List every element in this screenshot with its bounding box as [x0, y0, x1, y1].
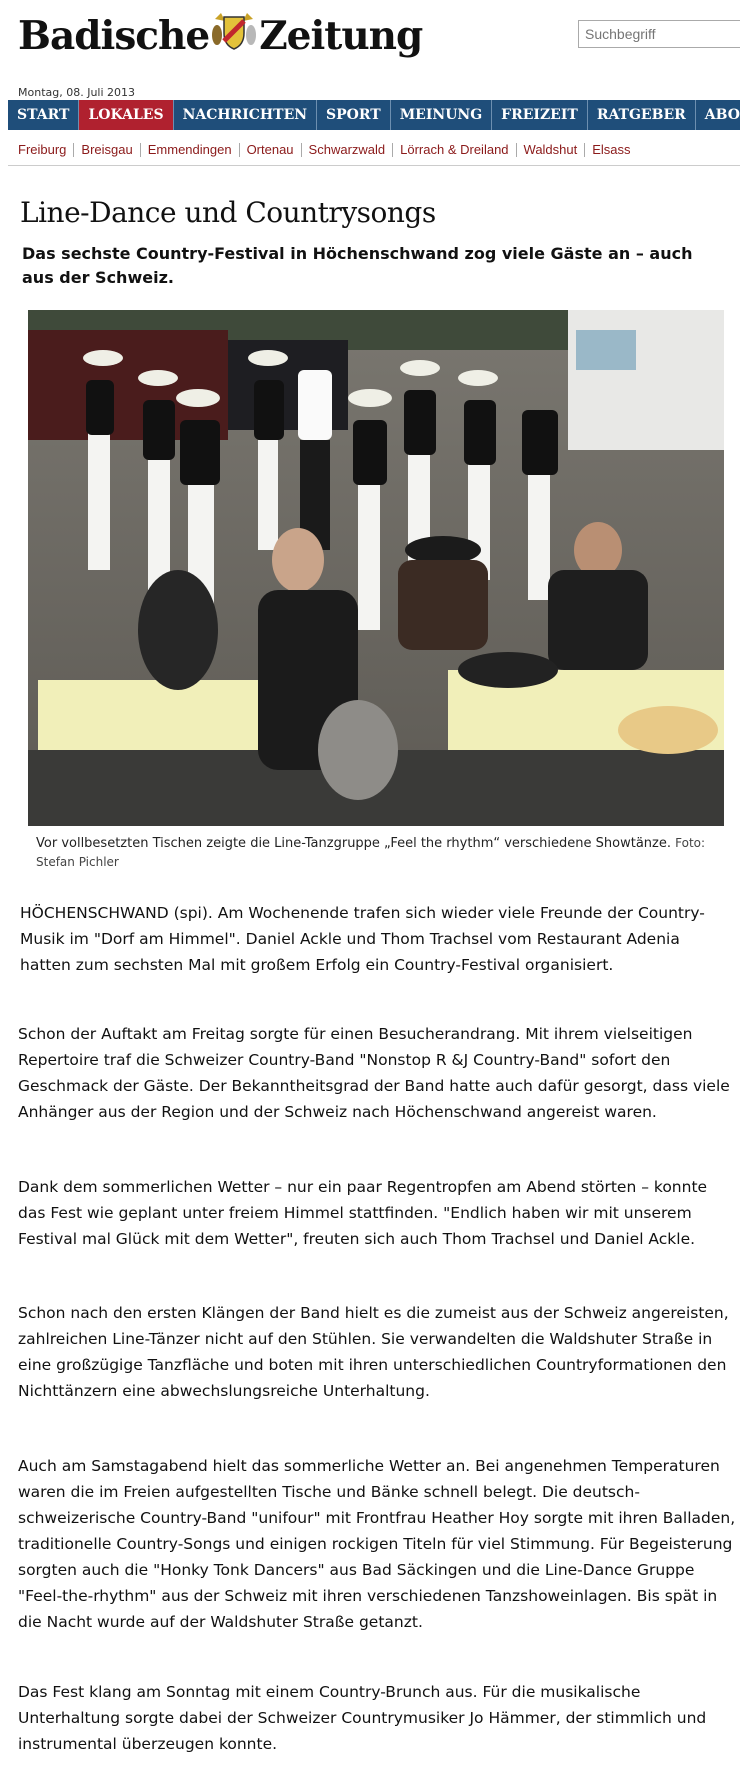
subnav-item-freiburg[interactable]: Freiburg — [8, 143, 74, 157]
crest-icon — [211, 11, 257, 61]
nav-item-sport[interactable]: SPORT — [317, 100, 391, 130]
search-input[interactable] — [578, 20, 740, 48]
article-title: Line-Dance und Countrysongs — [20, 196, 436, 229]
caption-text: Vor vollbesetzten Tischen zeigte die Line-Tanzgruppe „Feel the rhythm“ verschiedene Showtänze. — [36, 836, 671, 851]
regional-subnav — [8, 135, 740, 166]
current-date: Montag, 08. Juli 2013 — [18, 86, 136, 99]
article-photo[interactable] — [28, 310, 724, 826]
subnav-item-ortenau[interactable]: Ortenau — [240, 143, 302, 157]
nav-item-lokales[interactable]: LOKALES — [79, 100, 173, 130]
article-paragraph-1: Schon der Auftakt am Freitag sorgte für einen Besucherandrang. Mit ihrem vielseitigen Repertoire traf die Schweizer Country-Band "Nonstop R &J Country-Band" sofort den Geschmack der Gäste. Der Bekanntheitsgrad der Band hatte auch dafür gesorgt, dass viele Anhänger aus der Region und der Schweiz nach Höchenschwand angereist waren. — [18, 1025, 730, 1121]
article-paragraph-5: Das Fest klang am Sonntag mit einem Country-Brunch aus. Für die musikalische Unterhaltung sorgte dabei der Schweizer Countrymusiker Jo Hämmer, der stimmlich und instrumental überzeugen konnte. — [18, 1683, 707, 1753]
main-nav — [8, 100, 740, 130]
subnav-item-waldshut[interactable]: Waldshut — [517, 143, 586, 157]
article-intro: HÖCHENSCHWAND (spi). Am Wochenende trafen sich wieder viele Freunde der Country-Musik im "Dorf am Himmel". Daniel Ackle und Thom Trachsel vom Restaurant Adenia hatten zum sechsten Mal mit großem Erfolg ein Country-Festival organisiert. — [20, 904, 705, 974]
subnav-item-elsass[interactable]: Elsass — [592, 142, 631, 157]
photo-credit: Foto: Stefan Pichler — [36, 836, 706, 869]
subnav-item-breisgau[interactable]: Breisgau — [74, 143, 140, 157]
masthead — [0, 0, 740, 100]
site-logo[interactable] — [18, 8, 422, 63]
article-paragraph-3: Schon nach den ersten Klängen der Band hielt es die zumeist aus der Schweiz angereisten, zahlreichen Line-Tänzer nicht auf den Stühlen. Sie verwandelten die Waldshuter Straße in eine großzügige Tanzfläche und boten mit ihren unterschiedlichen Countryformationen den Nichttänzern eine abwechslungsreiche Unterhaltung. — [18, 1304, 729, 1400]
logo-text-left: Badische — [18, 12, 210, 59]
nav-item-ratgeber[interactable]: RATGEBER — [588, 100, 696, 130]
article-lead: Das sechste Country-Festival in Höchenschwand zog viele Gäste an – auch aus der Schweiz. — [22, 244, 693, 287]
nav-item-freizeit[interactable]: FREIZEIT — [492, 100, 588, 130]
subnav-item-schwarzwald[interactable]: Schwarzwald — [302, 143, 394, 157]
photo-caption — [36, 834, 716, 872]
nav-item-abo[interactable]: ABO — [696, 100, 740, 130]
article-paragraph-4: Auch am Samstagabend hielt das sommerliche Wetter an. Bei angenehmen Temperaturen waren die im Freien aufgestellten Tische und Bänke schnell belegt. Die deutsch-schweizerische Country-Band "unifour" mit Frontfrau Heather Hoy sorgte mit ihren Balladen, traditionelle Country-Songs und einigen rockigen Titeln für viel Stimmung. Für Begeisterung sorgten auch die "Honky Tonk Dancers" aus Bad Säckingen und die Line-Dance Gruppe "Feel-the-rhythm" aus der Schweiz mit ihren verschiedenen Tanzshoweinlagen. Bis spät in die Nacht wurde auf der Waldshuter Straße getanzt. — [18, 1457, 736, 1631]
nav-item-start[interactable]: START — [8, 100, 79, 130]
nav-item-nachrichten[interactable]: NACHRICHTEN — [174, 100, 317, 130]
article-paragraph-2: Dank dem sommerlichen Wetter – nur ein paar Regentropfen am Abend störten – konnte das Fest wie geplant unter freiem Himmel stattfinden. "Endlich haben wir mit unserem Festival mal Glück mit dem Wetter", freuten sich auch Thom Trachsel und Daniel Ackle. — [18, 1178, 708, 1248]
nav-item-meinung[interactable]: MEINUNG — [391, 100, 492, 130]
subnav-item-emmendingen[interactable]: Emmendingen — [141, 143, 240, 157]
logo-text-right: Zeitung — [259, 12, 423, 59]
subnav-item-loerrach[interactable]: Lörrach & Dreiland — [393, 143, 516, 157]
